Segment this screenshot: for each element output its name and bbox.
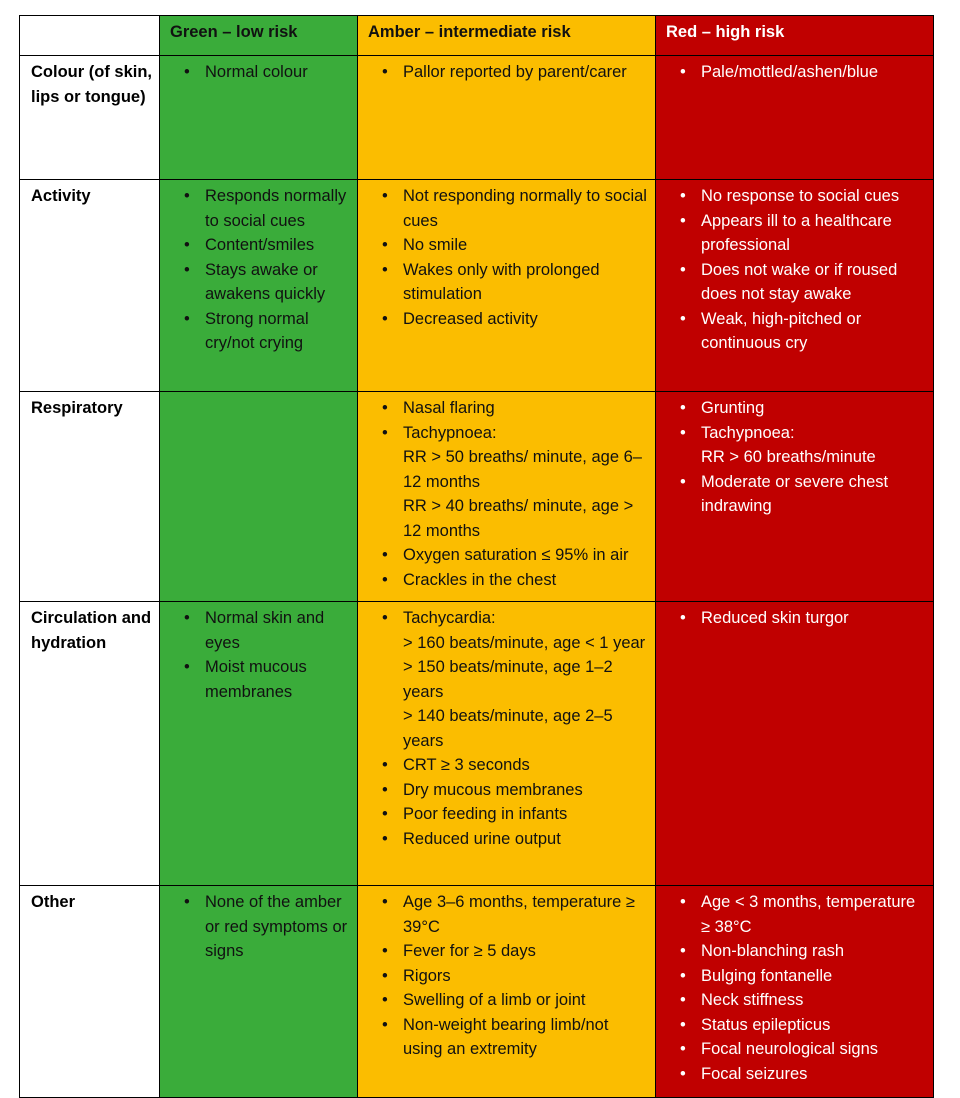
- list-item: • Crackles in the chest: [403, 568, 649, 593]
- cell-colour-amber: [358, 56, 656, 180]
- list-item: • Fever for ≥ 5 days: [403, 939, 649, 964]
- header-corner-cell: [20, 16, 160, 56]
- list-item: • Status epilepticus: [701, 1013, 927, 1038]
- cell-circulation-green: [160, 602, 358, 886]
- tachypnoea-label: Tachypnoea:: [403, 423, 497, 442]
- table-row-other: [20, 886, 934, 1098]
- list-item: • Content/smiles: [205, 233, 351, 258]
- list-item: • Reduced urine output: [403, 827, 649, 852]
- list-item: • No response to social cues: [701, 184, 927, 209]
- tachypnoea-label: Tachypnoea:: [701, 423, 795, 442]
- header-red-high-risk: Red – high risk: [656, 16, 934, 56]
- list-item: [403, 421, 649, 544]
- list-item: • Moist mucous membranes: [205, 655, 351, 704]
- row-label-colour: Colour (of skin, lips or tongue): [20, 56, 160, 180]
- cell-activity-red: [656, 180, 934, 392]
- tachypnoea-threshold: RR > 60 breaths/minute: [701, 448, 876, 466]
- row-label-other: Other: [20, 886, 160, 1098]
- list-item: • Pale/mottled/ashen/blue: [701, 60, 927, 85]
- list-item: • Does not wake or if roused does not stay awake: [701, 258, 927, 307]
- list-item: • Age 3–6 months, temperature ≥ 39°C: [403, 890, 649, 939]
- cell-circulation-red: [656, 602, 934, 886]
- list-item: • Normal skin and eyes: [205, 606, 351, 655]
- list-item: • Moderate or severe chest indrawing: [701, 470, 927, 519]
- table-row-respiratory: [20, 392, 934, 602]
- cell-respiratory-red: [656, 392, 934, 602]
- row-label-circulation: Circulation and hydration: [20, 602, 160, 886]
- list-item: • None of the amber or red symptoms or signs: [205, 890, 351, 964]
- tachypnoea-threshold: RR > 50 breaths/ minute, age 6–12 months: [403, 448, 642, 491]
- list-item: • Normal colour: [205, 60, 351, 85]
- cell-respiratory-amber: [358, 392, 656, 602]
- list-item: • Poor feeding in infants: [403, 802, 649, 827]
- tachycardia-label: Tachycardia:: [403, 609, 496, 627]
- list-item: • Age < 3 months, temperature ≥ 38°C: [701, 890, 927, 939]
- table-row-circulation: [20, 602, 934, 886]
- list-item: • No smile: [403, 233, 649, 258]
- list-item: • Grunting: [701, 396, 927, 421]
- cell-activity-amber: [358, 180, 656, 392]
- list-item: • Not responding normally to social cues: [403, 184, 649, 233]
- tachycardia-threshold: > 150 beats/minute, age 1–2 years: [403, 658, 613, 701]
- header-amber-intermediate-risk: Amber – intermediate risk: [358, 16, 656, 56]
- list-item: • Neck stiffness: [701, 988, 927, 1013]
- tachypnoea-threshold: RR > 40 breaths/ minute, age > 12 months: [403, 497, 634, 540]
- list-item: • Rigors: [403, 964, 649, 989]
- list-item: • Weak, high-pitched or continuous cry: [701, 307, 927, 356]
- list-item: • Strong normal cry/not crying: [205, 307, 351, 356]
- list-item: • Pallor reported by parent/carer: [403, 60, 649, 85]
- cell-circulation-amber: [358, 602, 656, 886]
- row-label-activity: Activity: [20, 180, 160, 392]
- list-item: • Appears ill to a healthcare professional: [701, 209, 927, 258]
- cell-respiratory-green: [160, 392, 358, 602]
- tachycardia-threshold: > 160 beats/minute, age < 1 year: [403, 633, 646, 652]
- cell-other-red: [656, 886, 934, 1098]
- cell-colour-red: [656, 56, 934, 180]
- list-item: • Bulging fontanelle: [701, 964, 927, 989]
- list-item: • Responds normally to social cues: [205, 184, 351, 233]
- list-item: • Dry mucous membranes: [403, 778, 649, 803]
- list-item: • Swelling of a limb or joint: [403, 988, 649, 1013]
- header-green-low-risk: Green – low risk: [160, 16, 358, 56]
- list-item: • Stays awake or awakens quickly: [205, 258, 351, 307]
- list-item: • Decreased activity: [403, 307, 649, 332]
- list-item: • CRT ≥ 3 seconds: [403, 753, 649, 778]
- table-row-colour: [20, 56, 934, 180]
- list-item: • Focal seizures: [701, 1062, 927, 1087]
- list-item: • Wakes only with prolonged stimulation: [403, 258, 649, 307]
- risk-assessment-table: [19, 15, 934, 1098]
- list-item: • Non-weight bearing limb/not using an extremity: [403, 1013, 649, 1062]
- list-item: • Nasal flaring: [403, 396, 649, 421]
- table-row-activity: [20, 180, 934, 392]
- cell-other-green: [160, 886, 358, 1098]
- cell-activity-green: [160, 180, 358, 392]
- row-label-respiratory: Respiratory: [20, 392, 160, 602]
- list-item: [403, 606, 649, 753]
- tachycardia-threshold: > 140 beats/minute, age 2–5 years: [403, 707, 613, 750]
- list-item: • Reduced skin turgor: [701, 606, 927, 631]
- list-item: • Focal neurological signs: [701, 1037, 927, 1062]
- cell-other-amber: [358, 886, 656, 1098]
- cell-colour-green: [160, 56, 358, 180]
- list-item: [701, 421, 927, 470]
- list-item: • Oxygen saturation ≤ 95% in air: [403, 543, 649, 568]
- header-row: [20, 16, 934, 56]
- list-item: • Non-blanching rash: [701, 939, 927, 964]
